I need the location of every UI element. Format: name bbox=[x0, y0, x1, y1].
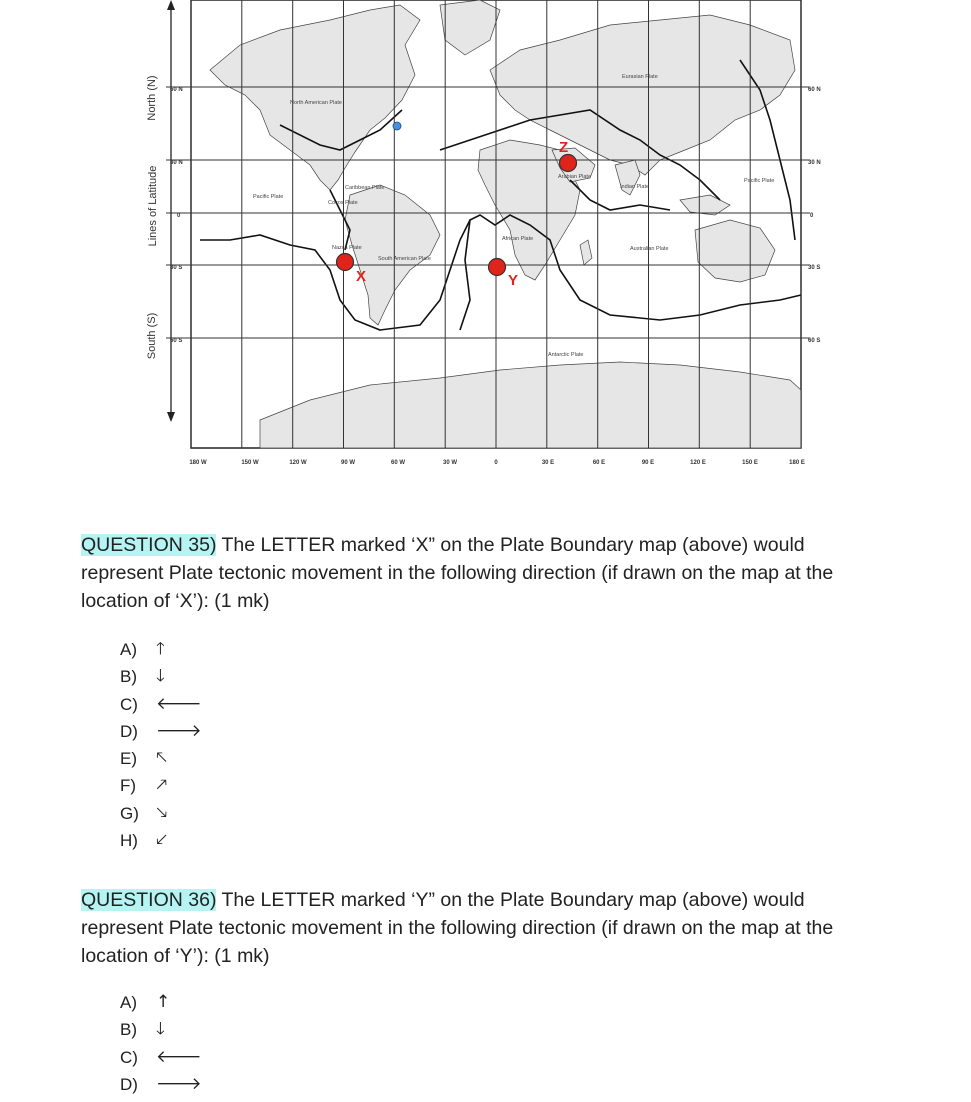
question-36-options bbox=[120, 989, 202, 1098]
option-e[interactable] bbox=[120, 745, 202, 772]
arrow-right-icon: 🡒 bbox=[156, 720, 202, 741]
latitude-labels-right bbox=[808, 87, 821, 344]
option-letter: A) bbox=[120, 640, 137, 659]
plate-label-cocos: Cocos Plate bbox=[328, 200, 358, 206]
option-g[interactable] bbox=[120, 800, 202, 827]
option-letter: D) bbox=[120, 1074, 138, 1094]
lon-label: 90 W bbox=[340, 460, 356, 466]
arrow-left-icon: 🡐 bbox=[156, 693, 202, 714]
option-a[interactable] bbox=[120, 636, 202, 663]
option-letter: G) bbox=[120, 803, 139, 823]
option-letter: F) bbox=[120, 776, 137, 796]
plate-label-australian: Australian Plate bbox=[630, 246, 669, 252]
lon-label: 150 E bbox=[742, 460, 758, 466]
question-36-text: The LETTER marked ‘Y” on the Plate Boundary map (above) would represent Plate tectonic movement in the following direction (if drawn on the map at the location of ‘Y’): (1 mk) bbox=[81, 889, 834, 967]
north-label: North (N) bbox=[146, 75, 158, 121]
lon-label: 120 W bbox=[289, 460, 307, 466]
plate-label-south-american: South American Plate bbox=[378, 256, 431, 262]
arrow-up-left-icon: 🡔 bbox=[156, 748, 168, 769]
lat-label-right: 60 S bbox=[808, 338, 821, 344]
plate-label-pacific-right: Pacific Plate bbox=[744, 178, 775, 184]
arrow-down-left-icon: 🡗 bbox=[156, 830, 168, 851]
lon-label: 0 bbox=[494, 460, 498, 466]
location-dot bbox=[393, 122, 401, 130]
lon-label: 90 E bbox=[641, 460, 655, 466]
lon-label: 180 W bbox=[189, 460, 207, 466]
plate-label-indian: Indian Plate bbox=[620, 184, 650, 190]
question-35-number: QUESTION 35) bbox=[81, 534, 217, 556]
lat-label-left: 30 N bbox=[170, 160, 183, 166]
question-35-text: The LETTER marked ‘X” on the Plate Boundary map (above) would represent Plate tectonic movement in the following direction (if drawn on the map at the location of ‘X’): (1 mk) bbox=[81, 534, 834, 612]
option-d[interactable] bbox=[120, 718, 202, 745]
option-d[interactable] bbox=[120, 1071, 202, 1098]
lon-label: 30 E bbox=[541, 460, 555, 466]
arrow-down-icon: 🡓 bbox=[156, 1019, 165, 1040]
option-letter: H) bbox=[120, 831, 138, 851]
option-letter: E) bbox=[120, 749, 137, 769]
arrow-left-icon: 🡐 bbox=[156, 1046, 202, 1067]
lat-label-right: 60 N bbox=[808, 87, 821, 93]
option-letter: A) bbox=[120, 993, 137, 1012]
plate-label-african: African Plate bbox=[502, 236, 534, 242]
option-letter: B) bbox=[120, 1020, 137, 1040]
option-letter: C) bbox=[120, 1047, 138, 1067]
latitude-axis-arrow bbox=[167, 0, 175, 422]
plate-label-eurasian: Eurasian Plate bbox=[622, 74, 658, 80]
option-c[interactable] bbox=[120, 1044, 202, 1071]
option-f[interactable] bbox=[120, 772, 202, 799]
plate-boundary-map bbox=[140, 0, 830, 475]
latitude-axis-title: Lines of Latitude bbox=[147, 165, 159, 247]
question-36-number: QUESTION 36) bbox=[81, 889, 217, 911]
south-label: South (S) bbox=[146, 312, 158, 360]
lat-label-left: 60 N bbox=[170, 87, 183, 93]
lon-label: 60 W bbox=[390, 460, 406, 466]
lat-label-right: 30 S bbox=[808, 265, 821, 271]
plate-label-pacific-left: Pacific Plate bbox=[253, 194, 284, 200]
marker-z-letter: Z bbox=[559, 139, 569, 156]
map-graphic bbox=[140, 0, 830, 475]
plate-label-nazca: Nazca Plate bbox=[332, 245, 362, 251]
option-h[interactable] bbox=[120, 827, 202, 854]
lat-label-left: 0 bbox=[177, 213, 181, 219]
arrow-up-right-icon: 🡕 bbox=[156, 775, 168, 796]
lon-label: 30 W bbox=[442, 460, 458, 466]
question-35 bbox=[81, 531, 871, 615]
arrow-down-right-icon: 🡖 bbox=[156, 802, 168, 823]
option-letter: C) bbox=[120, 694, 138, 714]
option-letter: D) bbox=[120, 721, 138, 741]
option-a[interactable] bbox=[120, 989, 202, 1016]
option-letter: B) bbox=[120, 667, 137, 687]
lon-label: 120 E bbox=[690, 460, 706, 466]
option-b[interactable] bbox=[120, 663, 202, 690]
longitude-labels bbox=[189, 460, 805, 466]
lon-label: 60 E bbox=[592, 460, 606, 466]
option-b[interactable] bbox=[120, 1016, 202, 1043]
plate-label-antarctic: Antarctic Plate bbox=[548, 352, 584, 358]
arrow-up-icon: ↑ bbox=[156, 992, 171, 1012]
marker-y-letter: Y bbox=[508, 272, 519, 289]
latitude-labels-left bbox=[170, 87, 183, 344]
option-c[interactable] bbox=[120, 691, 202, 718]
arrow-right-icon: 🡒 bbox=[156, 1073, 202, 1094]
lon-label: 150 W bbox=[241, 460, 259, 466]
lat-label-left: 60 S bbox=[170, 338, 183, 344]
lat-label-right: 30 N bbox=[808, 160, 821, 166]
question-36 bbox=[81, 886, 871, 970]
lat-label-right: 0 bbox=[810, 213, 814, 219]
arrow-up-icon: 🡑 bbox=[156, 639, 165, 659]
plate-label-arabian: Arabian Plate bbox=[558, 174, 592, 180]
lat-label-left: 30 S bbox=[170, 265, 183, 271]
lon-label: 180 E bbox=[789, 460, 805, 466]
arrow-down-icon: 🡓 bbox=[156, 666, 165, 687]
marker-x-letter: X bbox=[356, 268, 367, 285]
plate-label-north-american: North American Plate bbox=[290, 100, 342, 106]
plate-label-caribbean: Caribbean Plate bbox=[345, 185, 385, 191]
question-35-options bbox=[120, 636, 202, 854]
